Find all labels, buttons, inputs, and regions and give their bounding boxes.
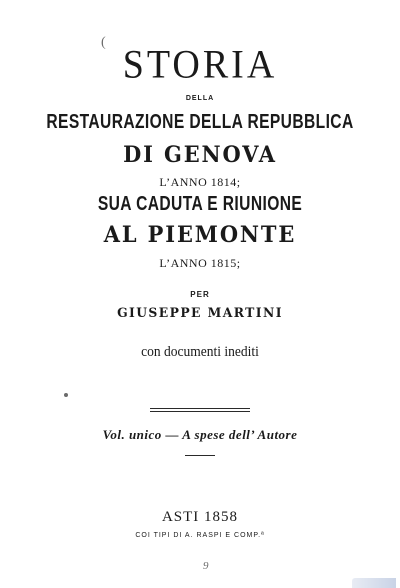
- title-connector-della: DELLA: [185, 95, 215, 102]
- book-title: STORIA: [122, 42, 278, 88]
- subtitle-restaurazione: RESTAURAZIONE DELLA REPUBBLICA: [46, 111, 354, 133]
- double-rule: [150, 408, 250, 414]
- year-1815: L’ANNO 1815;: [159, 256, 241, 270]
- imprint-place-date: ASTI 1858: [161, 509, 239, 525]
- year-1814: L’ANNO 1814;: [159, 175, 241, 189]
- per-label: PER: [190, 290, 210, 299]
- short-rule: [185, 455, 215, 456]
- imprint-printer: COI TIPI DI A. RASPI E COMP.ª: [135, 532, 265, 539]
- volume-note: Vol. unico — A spese dell’ Autore: [102, 427, 298, 442]
- rule-line: [150, 408, 250, 409]
- handwritten-number: 9: [203, 560, 209, 572]
- scan-watermark-corner: [352, 578, 396, 588]
- documents-note: con documenti inediti: [141, 344, 259, 360]
- subtitle-caduta: SUA CADUTA E RIUNIONE: [97, 193, 303, 215]
- subtitle-piemonte: AL PIEMONTE: [103, 222, 297, 248]
- author-name: GIUSEPPE MARTINI: [117, 306, 283, 321]
- rule-line: [150, 411, 250, 412]
- subtitle-genova: DI GENOVA: [123, 142, 277, 168]
- ink-spot: [64, 393, 68, 397]
- handwritten-mark: (: [101, 35, 106, 50]
